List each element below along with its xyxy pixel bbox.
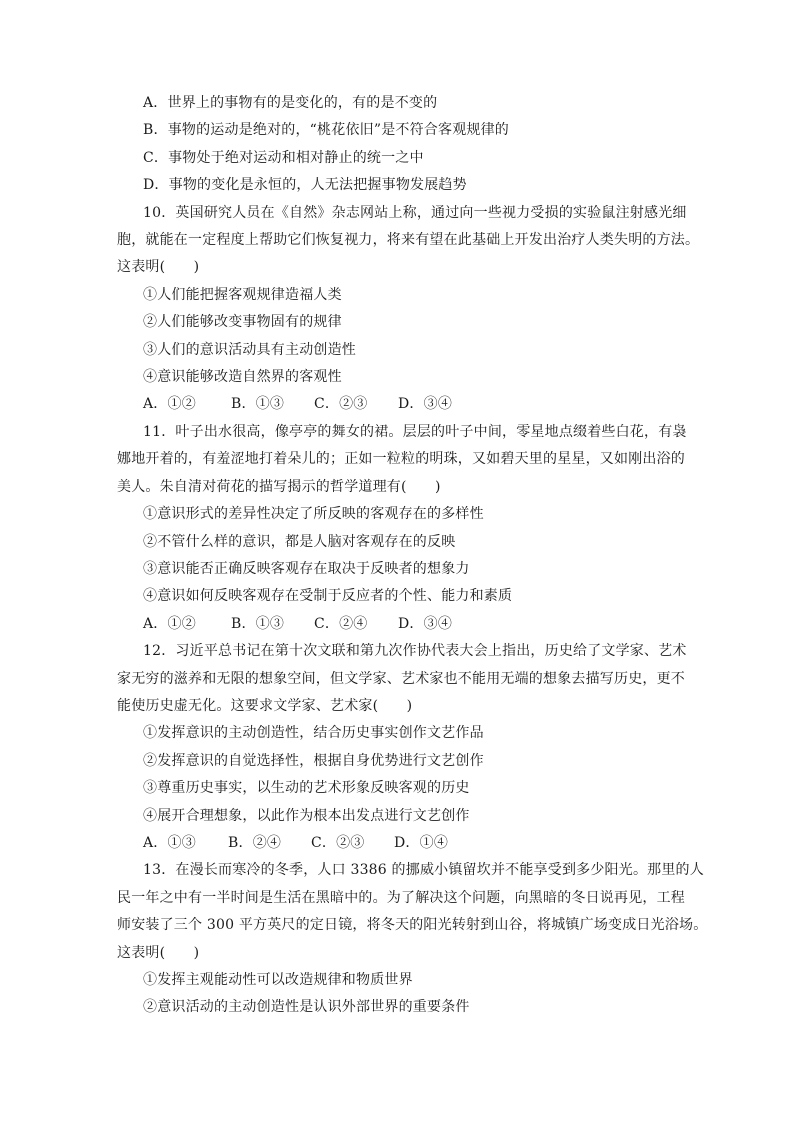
statement-item: ②发挥意识的自觉选择性，根据自身优势进行文艺创作 <box>143 752 484 769</box>
exam-content <box>117 90 708 1022</box>
question-10 <box>117 200 700 419</box>
answer-c: C．②③ <box>314 396 368 413</box>
answer-d: D．③④ <box>398 396 453 413</box>
option-b: B．事物的运动是绝对的，“桃花依旧”是不符合客观规律的 <box>143 122 510 139</box>
question-11 <box>117 419 687 638</box>
question-stem-line: 这表明( ) <box>117 259 200 276</box>
answer-d: D．①④ <box>394 834 449 851</box>
option-c: C．事物处于绝对运动和相对静止的统一之中 <box>143 149 424 166</box>
option-d: D．事物的变化是永恒的，人无法把握事物发展趋势 <box>143 177 467 194</box>
option-a: A．世界上的事物有的是变化的，有的是不变的 <box>143 95 438 111</box>
question-stem-line: 10．英国研究人员在《自然》杂志网站上称，通过向一些视力受损的实验鼠注射感光细 <box>143 204 687 221</box>
answer-choices <box>117 830 687 857</box>
question-stem-line: 11．叶子出水很高，像亭亭的舞女的裙。层层的叶子中间，零星地点缀着些白花，有袅 <box>143 423 687 440</box>
statement-item: ③人们的意识活动具有主动创造性 <box>143 341 356 358</box>
answer-c: C．②④ <box>314 615 368 632</box>
question-stem-line: 13．在漫长而寒冷的冬季，人口 3386 的挪威小镇留坎并不能享受到多少阳光。那里的人 <box>143 862 704 879</box>
answer-d: D．③④ <box>398 615 453 632</box>
statement-item: ①人们能把握客观规律造福人类 <box>143 286 342 303</box>
answer-b: B．①③ <box>231 615 285 632</box>
question-stem-line: 这表明( ) <box>117 944 200 961</box>
question-stem-line: 师安装了三个 300 平方英尺的定日镜，将冬天的阳光转射到山谷，将城镇广场变成日光浴场。 <box>117 917 708 934</box>
statement-item: ④意识能够改造自然界的客观性 <box>143 369 342 386</box>
answer-a: A．①③ <box>143 834 196 851</box>
statement-item: ②意识活动的主动创造性是认识外部世界的重要条件 <box>143 999 470 1016</box>
statement-item: ②不管什么样的意识，都是人脑对客观存在的反映 <box>143 533 456 550</box>
answer-c: C．②③ <box>311 834 365 851</box>
statement-item: ①发挥意识的主动创造性，结合历史事实创作文艺作品 <box>143 725 484 742</box>
statement-item: ③意识能否正确反映客观存在取决于反映者的想象力 <box>143 560 470 577</box>
answer-choices <box>117 391 687 418</box>
question-stem-line: 家无穷的滋养和无限的想象空间，但文学家、艺术家也不能用无端的想象去描写历史，更不 <box>117 670 685 687</box>
question-9-options <box>117 90 687 200</box>
statement-item: ①意识形式的差异性决定了所反映的客观存在的多样性 <box>143 506 484 523</box>
statement-item: ①发挥主观能动性可以改造规律和物质世界 <box>143 972 413 988</box>
statement-item: ③尊重历史事实，以生动的艺术形象反映客观的历史 <box>143 780 470 797</box>
statement-item: ④展开合理想象，以此作为根本出发点进行文艺创作 <box>143 807 470 824</box>
answer-b: B．①③ <box>231 396 285 413</box>
question-stem-line: 12．习近平总书记在第十次文联和第九次作协代表大会上指出，历史给了文学家、艺术 <box>143 643 687 660</box>
answer-b: B．②④ <box>228 834 282 851</box>
question-stem-line: 胞，就能在一定程度上帮助它们恢复视力，将来有望在此基础上开发出治疗人类失明的方法。 <box>117 232 700 249</box>
question-stem-line: 民一年之中有一半时间是生活在黑暗中的。为了解决这个问题，向黑暗的冬日说再见，工程 <box>117 889 685 906</box>
question-13 <box>117 857 708 1021</box>
question-stem-line: 美人。朱自清对荷花的描写揭示的哲学道理有( ) <box>117 478 441 495</box>
statement-item: ②人们能够改变事物固有的规律 <box>143 314 342 331</box>
answer-choices <box>117 611 687 638</box>
answer-a: A．①② <box>143 396 196 413</box>
question-stem-line: 能使历史虚无化。这要求文学家、艺术家( ) <box>117 697 413 714</box>
statement-item: ④意识如何反映客观存在受制于反应者的个性、能力和素质 <box>143 588 513 605</box>
question-stem-line: 娜地开着的，有羞涩地打着朵儿的；正如一粒粒的明珠，又如碧天里的星星，又如刚出浴的 <box>117 451 685 468</box>
answer-a: A．①② <box>143 615 196 632</box>
question-12 <box>117 638 687 857</box>
